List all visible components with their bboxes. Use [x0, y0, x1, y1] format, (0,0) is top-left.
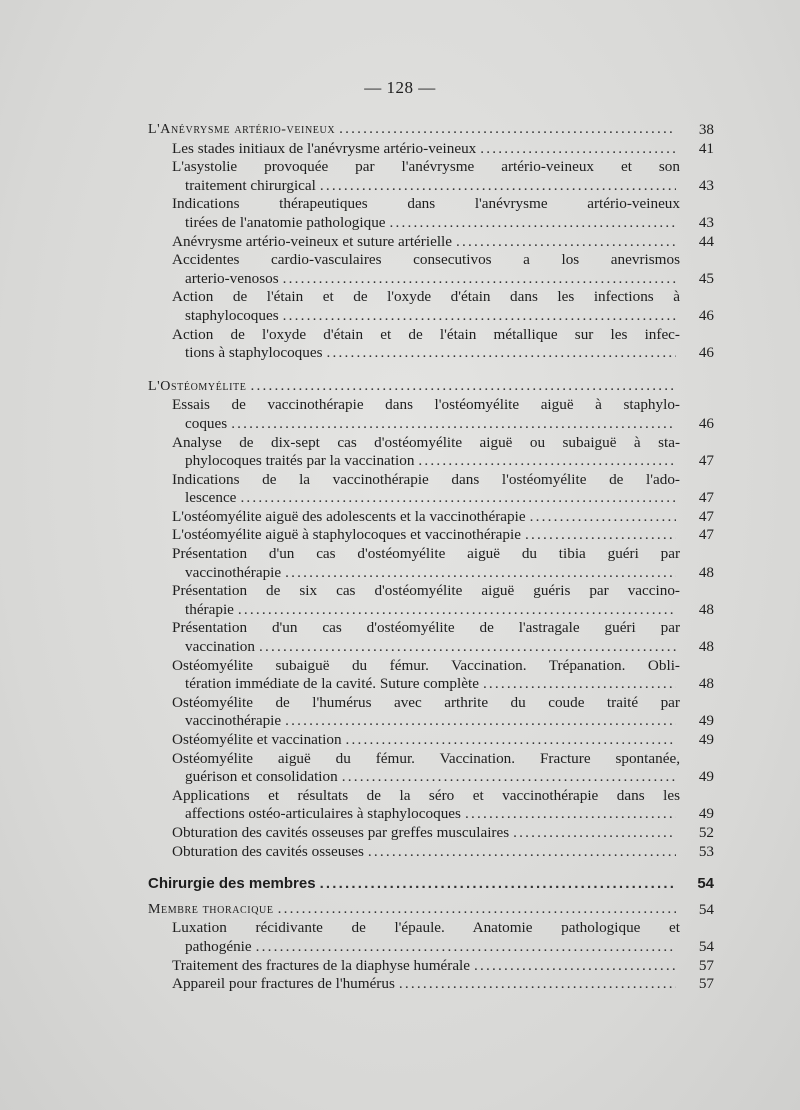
- toc-entry: [140, 158, 714, 195]
- toc-entry-title: Analyse de dix-sept cas d'ostéomyélite aiguë ou subaiguë à sta-: [172, 433, 680, 451]
- toc-page-number: 48: [698, 600, 714, 618]
- dot-leader: [256, 938, 676, 957]
- toc-page-number: 47: [698, 489, 714, 507]
- toc-page-number: 46: [698, 344, 714, 362]
- toc-entry-title: Indications de la vaccinothérapie dans l'ostéomyélite de l'ado-: [172, 470, 680, 488]
- dot-leader: [474, 957, 676, 976]
- toc-entry: [140, 434, 714, 471]
- toc-page-number: 49: [698, 712, 714, 730]
- dot-leader: [283, 270, 676, 289]
- toc-entry-title: Ostéomyélite aiguë du fémur. Vaccination. Fracture spontanée,: [172, 749, 680, 767]
- dot-leader: [525, 526, 676, 545]
- dot-leader: [240, 489, 676, 508]
- toc-page-number: 41: [698, 139, 714, 157]
- toc-entry: [140, 526, 714, 545]
- dot-leader: [259, 638, 676, 657]
- dot-leader: [480, 140, 676, 159]
- toc-page-number: 44: [698, 232, 714, 250]
- dot-leader: [320, 875, 676, 894]
- toc-heading-title: L'Ostéomyélite: [148, 378, 247, 394]
- dot-leader: [238, 601, 676, 620]
- toc-page-number: 49: [698, 731, 714, 748]
- toc-entry-title: Ostéomyélite subaiguë du fémur. Vaccination. Trépanation. Obli-: [172, 656, 680, 674]
- dot-leader: [250, 377, 676, 396]
- toc-entry: [140, 824, 714, 843]
- dot-leader: [283, 307, 676, 326]
- dot-leader: [285, 564, 676, 583]
- toc-entry-title-continued: vaccination: [185, 638, 255, 656]
- toc-entry: [140, 694, 714, 731]
- toc-entry-title-continued: arterio-venosos: [185, 269, 279, 287]
- toc-entry-title: Essais de vaccinothérapie dans l'ostéomyélite aiguë à staphylo-: [172, 396, 680, 414]
- toc-page-number: 57: [698, 975, 714, 993]
- toc-entry-title: Appareil pour fractures de l'humérus: [172, 975, 395, 993]
- toc-entry: [140, 582, 714, 619]
- dot-leader: [483, 675, 676, 694]
- toc-entry: [140, 233, 714, 252]
- toc-page-number: 52: [698, 823, 714, 841]
- dot-leader: [327, 344, 676, 363]
- toc-entry-title-continued: phylocoques traités par la vaccination: [185, 452, 415, 470]
- dot-leader: [278, 900, 676, 919]
- toc-entry: [140, 731, 714, 750]
- toc-page-number: 47: [698, 507, 714, 525]
- dot-leader: [320, 177, 676, 196]
- toc-page-number: 46: [698, 306, 714, 324]
- toc-heading-title: Membre thoracique: [148, 901, 274, 917]
- dot-leader: [399, 975, 676, 994]
- toc-entry: [140, 326, 714, 363]
- toc-entry-title-continued: traitement chirurgical: [185, 176, 316, 194]
- toc-entry: [140, 843, 714, 862]
- toc-page-number: 47: [698, 452, 714, 470]
- toc-entry-title: Obturation des cavités osseuses: [172, 842, 364, 860]
- toc-entry-title: L'ostéomyélite aiguë à staphylocoques et vaccinothérapie: [172, 526, 521, 544]
- toc-page-number: 54: [698, 937, 714, 955]
- toc-page-number: 48: [698, 638, 714, 656]
- dot-leader: [285, 712, 676, 731]
- toc-entry-title: Obturation des cavités osseuses par greffes musculaires: [172, 823, 510, 841]
- toc-page-number: 46: [698, 414, 714, 432]
- toc-entry-title: Présentation d'un cas d'ostéomyélite de l'astragale guéri par: [172, 619, 680, 637]
- dot-leader: [342, 768, 676, 787]
- dot-leader: [513, 824, 676, 843]
- toc-entry: [140, 545, 714, 582]
- toc-entry: [140, 750, 714, 787]
- toc-page-number: 48: [698, 563, 714, 581]
- toc-entry-title: Ostéomyélite et vaccination: [172, 731, 342, 748]
- toc-entry-title-continued: pathogénie: [185, 937, 252, 955]
- toc-entry-title: Présentation de six cas d'ostéomyélite aiguë guéris par vaccino-: [172, 582, 680, 600]
- dot-leader: [530, 508, 676, 527]
- toc-entry-title: Anévrysme artério-veineux et suture artérielle: [172, 232, 452, 250]
- toc-entry: [140, 508, 714, 527]
- toc-entry: [140, 471, 714, 508]
- toc-page-number: 47: [698, 526, 714, 544]
- dot-leader: [418, 452, 676, 471]
- dot-leader: [390, 214, 676, 233]
- toc-heading: [140, 120, 714, 140]
- toc-entry-title: Action de l'oxyde d'étain et de l'étain métallique sur les infec-: [172, 325, 680, 343]
- toc-entry: [140, 957, 714, 976]
- dot-leader: [465, 805, 676, 824]
- toc-page-number: 53: [698, 842, 714, 860]
- toc-entry-title-continued: tirées de l'anatomie pathologique: [185, 213, 386, 231]
- toc-page-number: 43: [698, 176, 714, 194]
- toc-page-number: 49: [698, 805, 714, 823]
- dot-leader: [368, 843, 676, 862]
- toc-entry-title: L'asystolie provoquée par l'anévrysme artério-veineux et son: [172, 158, 680, 176]
- toc-entry: [140, 919, 714, 956]
- toc-entry: [140, 787, 714, 824]
- toc-entry-title: Indications thérapeutiques dans l'anévrysme artério-veineux: [172, 195, 680, 213]
- toc-heading: [140, 900, 714, 920]
- toc-page-number: 38: [698, 121, 714, 138]
- toc-heading: [140, 377, 714, 397]
- toc-entry-title-continued: affections ostéo-articulaires à staphylocoques: [185, 805, 461, 823]
- toc-page-number: 57: [698, 956, 714, 974]
- toc-page-number: 48: [698, 675, 714, 693]
- toc-heading-title: Chirurgie des membres: [148, 875, 316, 893]
- toc-entry: [140, 657, 714, 694]
- toc-entry-title: Accidentes cardio-vasculaires consecutivos a los anevrismos: [172, 251, 680, 269]
- toc-entry-title: Traitement des fractures de la diaphyse humérale: [172, 956, 471, 974]
- dot-leader: [231, 415, 676, 434]
- page-number: — 128 —: [364, 78, 436, 97]
- dot-leader: [339, 120, 676, 139]
- toc-entry: [140, 975, 714, 994]
- toc-entry: [140, 251, 714, 288]
- toc-entry-title-continued: tions à staphylocoques: [185, 344, 323, 362]
- toc-entry: [140, 396, 714, 433]
- toc-entry-title: Applications et résultats de la séro et vaccinothérapie dans les: [172, 786, 680, 804]
- toc-entry: [140, 140, 714, 159]
- toc-entry-title-continued: tération immédiate de la cavité. Suture complète: [185, 675, 479, 693]
- toc-page-number: 54: [697, 875, 714, 893]
- toc-entry-title-continued: lescence: [185, 489, 237, 507]
- toc-entry: [140, 619, 714, 656]
- toc-page-number: 54: [698, 900, 714, 918]
- toc-entry-title: Action de l'étain et de l'oxyde d'étain dans les infections à: [172, 288, 680, 306]
- toc-entry-title: L'ostéomyélite aiguë des adolescents et la vaccinothérapie: [172, 507, 526, 525]
- toc-entry-title-continued: coques: [185, 414, 228, 432]
- toc-entry-title-continued: guérison et consolidation: [185, 768, 338, 786]
- toc-page-number: 49: [698, 768, 714, 786]
- toc-page-number: 43: [698, 213, 714, 231]
- toc-entry-title-continued: vaccinothérapie: [185, 712, 282, 730]
- table-of-contents: [140, 120, 714, 994]
- toc-entry-title-continued: staphylocoques: [185, 306, 279, 324]
- dot-leader: [346, 731, 676, 750]
- toc-entry-title: Ostéomyélite de l'humérus avec arthrite du coude traité par: [172, 693, 680, 711]
- toc-entry-title-continued: thérapie: [185, 600, 234, 618]
- toc-entry: [140, 288, 714, 325]
- toc-entry-title: Présentation d'un cas d'ostéomyélite aiguë du tibia guéri par: [172, 545, 680, 563]
- toc-heading: [140, 875, 714, 894]
- toc-heading-title: L'Anévrysme artério-veineux: [148, 122, 336, 137]
- toc-entry: [140, 195, 714, 232]
- toc-entry-title: Les stades initiaux de l'anévrysme artério-veineux: [172, 139, 477, 157]
- dot-leader: [456, 233, 676, 252]
- toc-entry-title-continued: vaccinothérapie: [185, 563, 282, 581]
- toc-entry-title: Luxation récidivante de l'épaule. Anatomie pathologique et: [172, 919, 680, 937]
- toc-page-number: 45: [698, 269, 714, 287]
